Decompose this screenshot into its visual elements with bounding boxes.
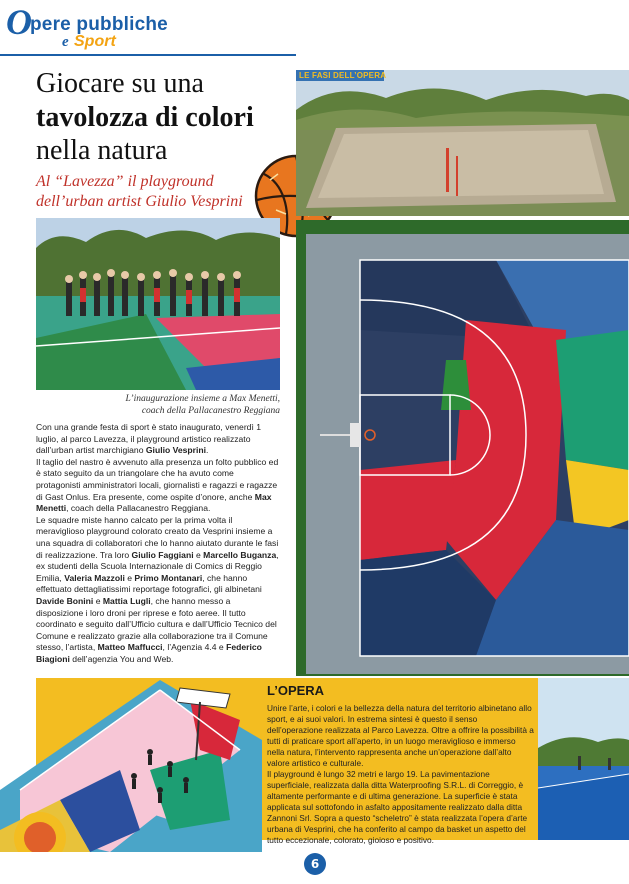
opera-heading: L’OPERA xyxy=(267,683,325,698)
body-p1-text: Con una grande festa di sport è stato inaugurato, venerdì 1 luglio, al parco Lavezza, il playground artistico realizzato dall’urban artist marchigiano xyxy=(36,422,262,456)
opera-paragraph-1: Unire l’arte, i colori e la bellezza della natura del territorio albinetano allo sport, e ai suoi valori. In estrema sintesi è questo il senso dell’operazione realizzata al Parco Lavezza. Oltre a offrire la possibilità a tutti di praticare sport all’aperto, in un luogo meraviglioso e immerso nella natura, l’intervento rappresenta anche un’operazione dall’alto valore artistico e culturale. xyxy=(267,703,534,768)
collaborator-name-4: Primo Montanari xyxy=(134,572,203,583)
body-p3-h: , l’Agenzia 4.4 e xyxy=(162,642,227,653)
body-p3-d: e xyxy=(124,572,135,583)
collaborator-name-6: Mattia Lugli xyxy=(102,595,151,606)
body-paragraph-2 xyxy=(36,457,280,515)
header-section-title: pere pubbliche xyxy=(30,14,168,35)
collaborator-name-8: Federico Biagioni xyxy=(36,642,262,664)
collaborator-name-5: Davide Bonini xyxy=(36,595,94,606)
header-section-sport: Sport xyxy=(74,33,116,50)
body-p3-c: , ex studenti della Scuola Internazionale di Comics di Reggio Emilia, xyxy=(36,549,279,583)
subtitle-line-2: dell’urban artist Giulio Vesprini xyxy=(36,193,243,210)
subtitle-line-1: Al “Lavezza” il playground xyxy=(36,173,214,190)
collaborator-name-1: Giulio Faggiani xyxy=(131,549,194,560)
collaborator-name-7: Matteo Maffucci xyxy=(97,642,163,653)
court-side-photo xyxy=(538,678,629,840)
court-players-photo xyxy=(0,680,262,852)
headline-line-1: Giocare su una xyxy=(36,68,204,99)
aerial-court-photo xyxy=(296,220,629,676)
body-p2-end: , coach della Pallacanestro Reggiana. xyxy=(66,503,211,514)
guest-name: Max Menetti xyxy=(36,491,272,514)
collaborator-name-2: Marcello Buganza xyxy=(203,549,277,560)
header-initial: O xyxy=(6,2,32,42)
body-paragraph-1 xyxy=(36,422,280,457)
body-p3-e: , che hanno effettuato dettagliatissimi reportage fotografici, gli albinetani xyxy=(36,572,262,595)
opera-paragraph-2: Il playground è lungo 32 metri e largo 19. La pavimentazione superficiale, realizzata dalla ditta Waterproofing S.R.L. di Correggio, è altamente performante e di ultima generazione. La superficie è stata applicata sul sottofondo in asfalto appositamente realizzato dalla ditta Zannoni Srl. Sopra a questo “scheletro” è stata realizzata l’opera d’arte urbana di Vesprini, che ha conferito al campo da basket un aspetto del tutto eccezionale, colorato, gioioso e positivo. xyxy=(267,769,528,845)
article-body xyxy=(36,422,280,665)
body-p3-f: e xyxy=(93,595,103,606)
opera-text xyxy=(267,703,535,846)
header-rule xyxy=(0,54,296,56)
page-number: 6 xyxy=(304,853,326,875)
body-p3-g: , che hanno messo a disposizione i loro droni per riprese e foto aeree. Il tutto coordinato e seguito dall’Ufficio cultura e dall’Ufficio Tecnico del Comune e realizzato grazie alla collaborazione tra il Comune stesso, l’artista, xyxy=(36,595,277,653)
caption-line-2: coach della Pallacanestro Reggiana xyxy=(141,406,280,416)
headline-line-3: nella natura xyxy=(36,135,168,166)
body-p3-a: Le squadre miste hanno calcato per la prima volta il meraviglioso playground colorato creato da Vesprini insieme a una squadra di collaboratori che lo hanno aiutato durante le fasi di realizzazione. Tra loro xyxy=(36,514,279,560)
construction-photo xyxy=(296,70,629,216)
header-conjunction: e xyxy=(62,34,69,50)
body-p3-i: dell’agenzia You and Web. xyxy=(69,653,174,664)
photo-caption xyxy=(30,393,280,417)
body-p2-text: Il taglio del nastro è avvenuto alla presenza un folto pubblico ed è stato seguito da un triangolare che ha avuto come protagonisti amministratori locali, giornalisti e ragazzi e ragazze di Gast Onlus. Era presente, come ospite d’onore, anche xyxy=(36,456,279,502)
body-paragraph-3 xyxy=(36,515,280,666)
collaborator-name-3: Valeria Mazzoli xyxy=(64,572,125,583)
artist-name: Giulio Vesprini xyxy=(145,445,207,456)
headline-line-2: tavolozza di colori xyxy=(36,102,254,133)
caption-line-1: L’inaugurazione insieme a Max Menetti, xyxy=(125,394,280,404)
body-p3-b: e xyxy=(193,549,204,560)
body-p1-end: . xyxy=(206,445,209,456)
phases-label: LE FASI DELL’OPERA xyxy=(299,71,387,80)
inauguration-photo xyxy=(36,218,280,390)
